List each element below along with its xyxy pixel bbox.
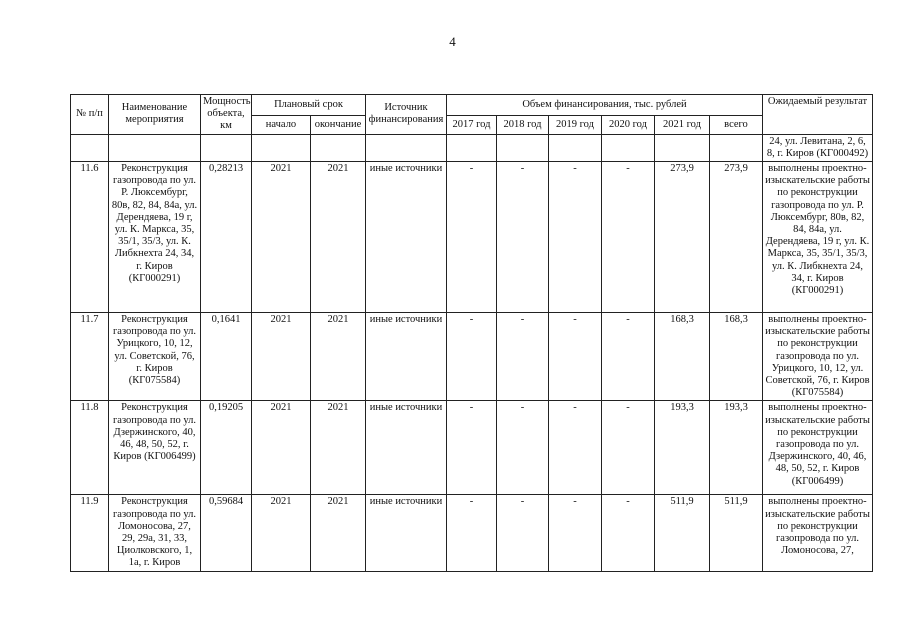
row-source: иные источники	[366, 162, 447, 313]
row-num: 11.6	[71, 162, 109, 313]
table-row	[71, 162, 873, 313]
header-year-2021: 2021 год	[655, 115, 710, 134]
row-start: 2021	[252, 495, 311, 571]
header-result: Ожидаемый результат	[763, 95, 873, 135]
header-finance: Объем финансирования, тыс. рублей	[447, 95, 763, 116]
empty-cell	[311, 134, 366, 161]
continuation-row	[71, 134, 873, 161]
financing-table	[70, 94, 873, 572]
continuation-result: 24, ул. Левитана, 2, 6, 8, г. Киров (КГ000492)	[763, 134, 873, 161]
empty-cell	[71, 134, 109, 161]
row-capacity: 0,28213	[201, 162, 252, 313]
header-year-2019: 2019 год	[549, 115, 602, 134]
empty-cell	[710, 134, 763, 161]
row-capacity: 0,1641	[201, 313, 252, 401]
row-2020: -	[602, 401, 655, 495]
row-2019: -	[549, 401, 602, 495]
row-2021: 168,3	[655, 313, 710, 401]
row-source: иные источники	[366, 495, 447, 571]
row-total: 168,3	[710, 313, 763, 401]
header-total: всего	[710, 115, 763, 134]
row-2021: 511,9	[655, 495, 710, 571]
empty-cell	[602, 134, 655, 161]
row-2017: -	[447, 401, 497, 495]
row-2021: 193,3	[655, 401, 710, 495]
empty-cell	[252, 134, 311, 161]
header-name: Наименование мероприятия	[109, 95, 201, 135]
row-2017: -	[447, 495, 497, 571]
row-2018: -	[497, 401, 549, 495]
header-year-2020: 2020 год	[602, 115, 655, 134]
row-num: 11.7	[71, 313, 109, 401]
row-source: иные источники	[366, 401, 447, 495]
table-row	[71, 495, 873, 571]
row-2017: -	[447, 162, 497, 313]
row-2019: -	[549, 313, 602, 401]
row-2017: -	[447, 313, 497, 401]
row-end: 2021	[311, 495, 366, 571]
row-num: 11.8	[71, 401, 109, 495]
row-name: Реконструкция газопровода по ул. Урицкого, 10, 12, ул. Советской, 76, г. Киров (КГ075584)	[109, 313, 201, 401]
header-capacity: Мощность объекта, км	[201, 95, 252, 135]
empty-cell	[447, 134, 497, 161]
row-name: Реконструкция газопровода по ул. Ломоносова, 27, 29, 29а, 31, 33, Циолковского, 1, 1а, г. Киров	[109, 495, 201, 571]
row-source: иные источники	[366, 313, 447, 401]
row-end: 2021	[311, 401, 366, 495]
page-number: 4	[449, 34, 456, 49]
empty-cell	[549, 134, 602, 161]
row-2020: -	[602, 162, 655, 313]
row-2020: -	[602, 313, 655, 401]
header-source: Источник финансирования	[366, 95, 447, 135]
row-2019: -	[549, 495, 602, 571]
table-row	[71, 313, 873, 401]
row-name: Реконструкция газопровода по ул. Р. Люксембург, 80в, 82, 84, 84а, ул. Дерендяева, 19 г, ул. К. Маркса, 35, 35/1, 35/3, ул. К. Либкнехта 24, 34, г. Киров (КГ000291)	[109, 162, 201, 313]
row-num: 11.9	[71, 495, 109, 571]
header-year-2017: 2017 год	[447, 115, 497, 134]
row-2018: -	[497, 313, 549, 401]
row-end: 2021	[311, 313, 366, 401]
row-result: выполнены проектно-изыскательские работы по реконструкции газопровода по ул. Ломоносова, 27,	[763, 495, 873, 571]
empty-cell	[201, 134, 252, 161]
header-year-2018: 2018 год	[497, 115, 549, 134]
row-start: 2021	[252, 401, 311, 495]
row-start: 2021	[252, 313, 311, 401]
empty-cell	[497, 134, 549, 161]
row-result: выполнены проектно-изыскательские работы по реконструкции газопровода по ул. Дзержинского, 40, 46, 48, 50, 52, г. Киров (КГ006499)	[763, 401, 873, 495]
empty-cell	[109, 134, 201, 161]
header-term: Плановый срок	[252, 95, 366, 116]
row-2021: 273,9	[655, 162, 710, 313]
row-name: Реконструкция газопровода по ул. Дзержинского, 40, 46, 48, 50, 52, г. Киров (КГ006499)	[109, 401, 201, 495]
row-total: 273,9	[710, 162, 763, 313]
row-2018: -	[497, 495, 549, 571]
row-total: 193,3	[710, 401, 763, 495]
row-capacity: 0,59684	[201, 495, 252, 571]
header-num: № п/п	[71, 95, 109, 135]
row-capacity: 0,19205	[201, 401, 252, 495]
row-2019: -	[549, 162, 602, 313]
row-result: выполнены проектно-изыскательские работы по реконструкции газопровода по ул. Р. Люксембург, 80в, 82, 84, 84а, ул. Дерендяева, 19 г, ул. К. Маркса, 35, 35/1, 35/3, ул. К. Либкнехта 24, 34, г. Киров (КГ000291)	[763, 162, 873, 313]
row-start: 2021	[252, 162, 311, 313]
header-row	[71, 95, 873, 116]
row-result: выполнены проектно-изыскательские работы по реконструкции газопровода по ул. Урицкого, 10, 12, ул. Советской, 76, г. Киров (КГ075584)	[763, 313, 873, 401]
table-row	[71, 401, 873, 495]
header-term-start: начало	[252, 115, 311, 134]
header-term-end: окончание	[311, 115, 366, 134]
row-2020: -	[602, 495, 655, 571]
row-2018: -	[497, 162, 549, 313]
row-total: 511,9	[710, 495, 763, 571]
row-end: 2021	[311, 162, 366, 313]
empty-cell	[655, 134, 710, 161]
empty-cell	[366, 134, 447, 161]
